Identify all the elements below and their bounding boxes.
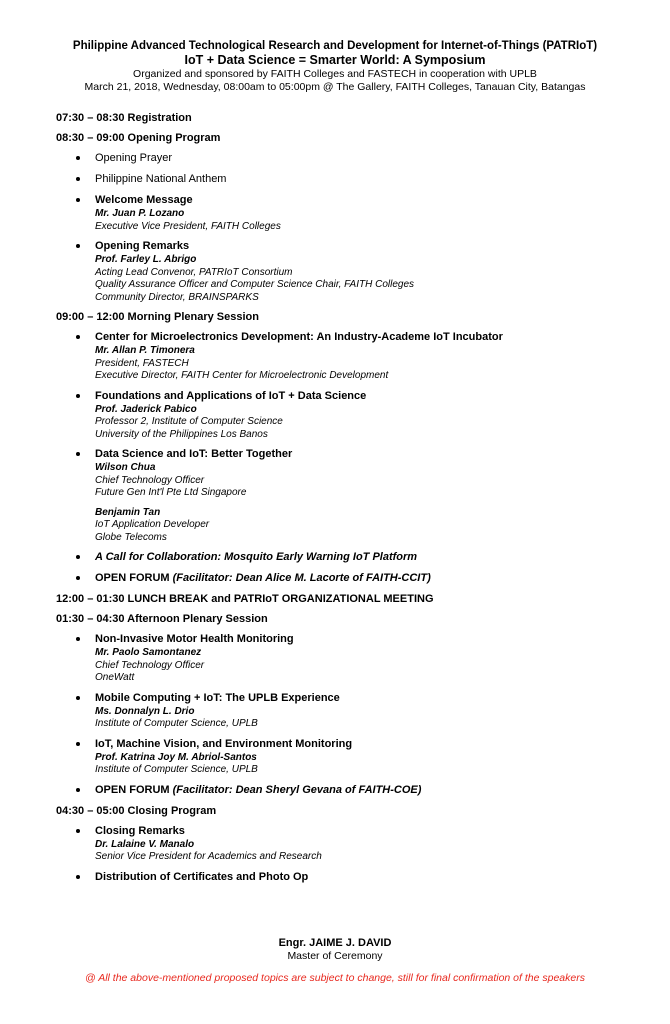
- agenda-item-title: [95, 783, 646, 798]
- section-title: 01:30 – 04:30 Afternoon Plenary Session: [56, 613, 268, 625]
- speaker-affiliation: Acting Lead Convenor, PATRIoT Consortium: [95, 266, 293, 278]
- agenda-item: [56, 737, 646, 777]
- speaker-name: Wilson Chua: [95, 462, 156, 473]
- speaker-affiliation: Institute of Computer Science, UPLB: [95, 718, 258, 729]
- agenda-item: [56, 824, 646, 864]
- bullet-icon: [76, 875, 80, 879]
- disclaimer-note: @ All the above-mentioned proposed topics are subject to change, still for final confirmation of the speakers: [85, 972, 585, 984]
- speaker-block: [95, 404, 646, 442]
- agenda-item-title: [95, 389, 646, 404]
- agenda-item: [56, 193, 646, 233]
- forum-facilitator: (Facilitator: Dean Alice M. Lacorte of FAITH-CCIT): [172, 572, 431, 584]
- speaker-affiliation: Globe Telecoms: [95, 531, 167, 543]
- speaker-affiliation: Chief Technology Officer: [95, 659, 205, 671]
- master-of-ceremony-role: Master of Ceremony: [287, 950, 383, 962]
- speaker-affiliation: OneWatt: [95, 672, 135, 683]
- speaker-affiliation: Quality Assurance Officer and Computer Science Chair, FAITH Colleges: [95, 279, 415, 290]
- agenda-item-title-text: Distribution of Certificates and Photo Op: [95, 870, 309, 883]
- speaker-affiliation: Executive Vice President, FAITH Colleges: [95, 220, 281, 232]
- speaker-affiliation: Executive Director, FAITH Center for Microelectronic Development: [95, 370, 389, 381]
- agenda-item-title-text: Center for Microelectronics Development: An Industry-Academe IoT Incubator: [95, 331, 503, 343]
- speaker-name: Prof. Farley L. Abrigo: [95, 254, 197, 265]
- speaker-affiliation: Senior Vice President for Academics and Research: [95, 851, 322, 862]
- agenda-item-title-text: Non-Invasive Motor Health Monitoring: [95, 633, 294, 645]
- speaker-block: [95, 507, 646, 545]
- section-title: 09:00 – 12:00 Morning Plenary Session: [56, 311, 259, 323]
- schedule-section: [56, 592, 646, 607]
- agenda-item-title: [95, 691, 646, 706]
- organizers-line: Organized and sponsored by FAITH Colleges and FASTECH in cooperation with UPLB: [133, 68, 537, 80]
- agenda-item-title-text: Mobile Computing + IoT: The UPLB Experience: [95, 691, 340, 704]
- agenda-list: [56, 824, 646, 885]
- program-schedule: [56, 111, 646, 891]
- speaker-block: [95, 706, 646, 731]
- agenda-item: [56, 151, 646, 166]
- speaker-block: [95, 254, 646, 304]
- symposium-title: IoT + Data Science = Smarter World: A Symposium: [184, 53, 486, 67]
- agenda-item: [56, 389, 646, 442]
- section-title: 07:30 – 08:30 Registration: [56, 112, 192, 124]
- schedule-section: [56, 612, 646, 798]
- agenda-item-title: [95, 632, 646, 647]
- speaker-name: Prof. Katrina Joy M. Abriol-Santos: [95, 751, 257, 763]
- agenda-item-title-text: OPEN FORUM: [95, 783, 170, 796]
- agenda-item: [56, 783, 646, 798]
- bullet-icon: [76, 829, 80, 833]
- section-title: 04:30 – 05:00 Closing Program: [56, 804, 217, 817]
- agenda-item-title: [95, 193, 646, 208]
- speaker-name: Mr. Paolo Samontanez: [95, 647, 202, 658]
- speaker-affiliation: Community Director, BRAINSPARKS: [95, 291, 259, 303]
- bullet-icon: [76, 555, 80, 559]
- agenda-item-title-text: A Call for Collaboration: Mosquito Early Warning IoT Platform: [95, 551, 418, 563]
- bullet-icon: [76, 452, 80, 456]
- agenda-item-title-text: Philippine National Anthem: [95, 173, 227, 185]
- speaker-affiliation: President, FASTECH: [95, 357, 189, 369]
- bullet-icon: [76, 198, 80, 202]
- agenda-item-title: [95, 870, 646, 885]
- agenda-item-title-text: Data Science and IoT: Better Together: [95, 448, 293, 460]
- speaker-affiliation: University of the Philippines Los Banos: [95, 428, 268, 440]
- document-footer: [0, 936, 670, 985]
- agenda-item: [56, 172, 646, 187]
- agenda-item-title-text: OPEN FORUM: [95, 572, 170, 584]
- speaker-name: Mr. Juan P. Lozano: [95, 208, 185, 219]
- speaker-name: Benjamin Tan: [95, 506, 161, 518]
- bullet-icon: [76, 335, 80, 339]
- section-title: 12:00 – 01:30 LUNCH BREAK and PATRIoT ORGANIZATIONAL MEETING: [56, 593, 434, 605]
- agenda-item-title: [95, 239, 646, 254]
- agenda-list: [56, 151, 646, 304]
- date-venue-line: March 21, 2018, Wednesday, 08:00am to 05:00pm @ The Gallery, FAITH Colleges, Tanauan City, Batangas: [84, 81, 586, 93]
- bullet-icon: [76, 576, 80, 580]
- speaker-block: [95, 208, 646, 233]
- speaker-name: Ms. Donnalyn L. Drio: [95, 705, 195, 717]
- speaker-name: Prof. Jaderick Pabico: [95, 403, 197, 415]
- agenda-item-title: [95, 737, 646, 752]
- consortium-title: Philippine Advanced Technological Research and Development for Internet-of-Things (PATRIoT): [72, 40, 598, 52]
- agenda-item: [56, 239, 646, 304]
- schedule-section: [56, 310, 646, 586]
- agenda-item-title: [95, 550, 646, 565]
- agenda-item-title-text: Opening Remarks: [95, 240, 190, 252]
- speaker-block: [95, 839, 646, 864]
- agenda-item-title: [95, 172, 646, 187]
- speaker-name: Dr. Lalaine V. Manalo: [95, 838, 195, 850]
- speaker-affiliation: Professor 2, Institute of Computer Science: [95, 416, 283, 427]
- agenda-item-title-text: Opening Prayer: [95, 152, 173, 164]
- bullet-icon: [76, 394, 80, 398]
- schedule-section: [56, 804, 646, 885]
- agenda-item-title: [95, 330, 646, 345]
- agenda-item: [56, 691, 646, 731]
- schedule-section: [56, 111, 646, 126]
- speaker-affiliation: IoT Application Developer: [95, 519, 210, 530]
- agenda-item: [56, 571, 646, 586]
- bullet-icon: [76, 244, 80, 248]
- speaker-block: [95, 345, 646, 383]
- agenda-list: [56, 330, 646, 586]
- agenda-item-title-text: Closing Remarks: [95, 824, 185, 837]
- speaker-affiliation: Chief Technology Officer: [95, 474, 205, 486]
- schedule-section: [56, 131, 646, 304]
- agenda-item-title: [95, 571, 646, 586]
- bullet-icon: [76, 156, 80, 160]
- speaker-affiliation: Future Gen Int'l Pte Ltd Singapore: [95, 487, 247, 498]
- bullet-icon: [76, 788, 80, 792]
- agenda-item: [56, 447, 646, 544]
- agenda-item-title: [95, 824, 646, 839]
- agenda-item: [56, 632, 646, 685]
- agenda-item: [56, 330, 646, 383]
- forum-facilitator: (Facilitator: Dean Sheryl Gevana of FAITH-COE): [172, 783, 422, 796]
- speaker-block: [95, 462, 646, 500]
- agenda-list: [56, 632, 646, 798]
- agenda-item-title-text: IoT, Machine Vision, and Environment Monitoring: [95, 737, 353, 750]
- speaker-block: [95, 647, 646, 685]
- master-of-ceremony-name: Engr. JAIME J. DAVID: [278, 937, 392, 949]
- agenda-item: [56, 550, 646, 565]
- speaker-block: [95, 752, 646, 777]
- document-header: [0, 39, 670, 94]
- section-title: 08:30 – 09:00 Opening Program: [56, 132, 221, 144]
- agenda-item: [56, 870, 646, 885]
- agenda-item-title: [95, 447, 646, 462]
- bullet-icon: [76, 177, 80, 181]
- agenda-item-title-text: Foundations and Applications of IoT + Data Science: [95, 389, 367, 402]
- speaker-affiliation: Institute of Computer Science, UPLB: [95, 764, 258, 775]
- agenda-item-title: [95, 151, 646, 166]
- bullet-icon: [76, 696, 80, 700]
- agenda-item-title-text: Welcome Message: [95, 194, 193, 206]
- bullet-icon: [76, 742, 80, 746]
- bullet-icon: [76, 637, 80, 641]
- speaker-name: Mr. Allan P. Timonera: [95, 345, 195, 356]
